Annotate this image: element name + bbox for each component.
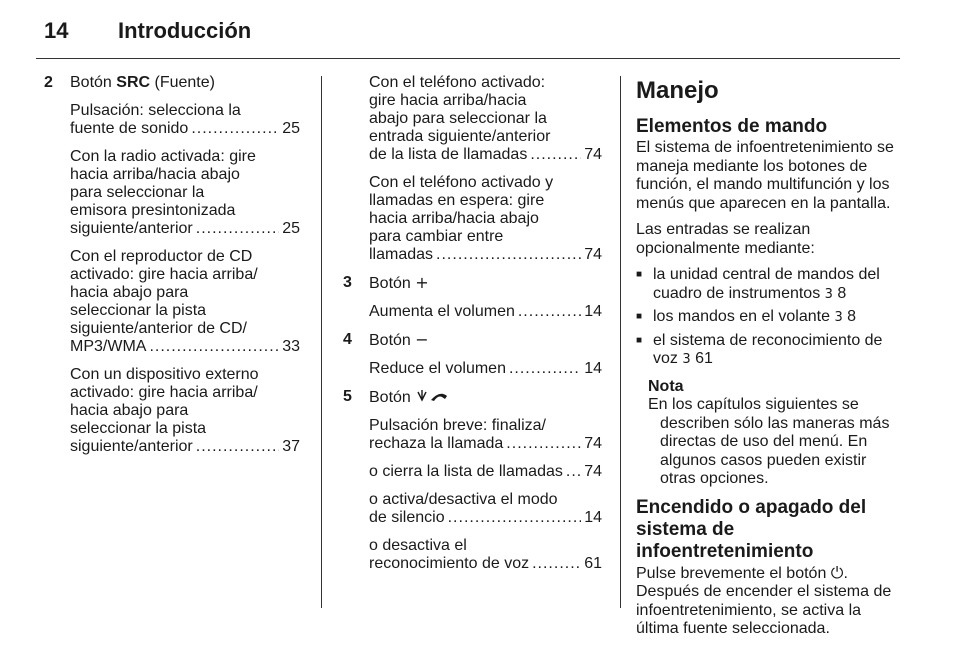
page-ref[interactable]: 14 <box>584 509 602 526</box>
column-2 <box>343 74 602 583</box>
item-title-prefix: Botón <box>70 74 117 91</box>
entry-last-line <box>369 435 602 453</box>
entry-last-line <box>369 246 602 264</box>
entry-text: Aumenta el volumen <box>369 303 515 320</box>
bullet-item <box>636 332 901 370</box>
leader-dots <box>196 438 279 456</box>
entry-line: llamadas en espera: gire <box>369 192 545 209</box>
page-ref[interactable]: 25 <box>282 120 300 137</box>
leader-dots <box>566 463 581 481</box>
entry-text: siguiente/anterior <box>70 220 193 237</box>
toc-entry[interactable] <box>369 537 602 573</box>
column-divider <box>620 76 621 608</box>
bullet-text: el sistema de reconocimiento de voz <box>653 331 883 367</box>
item-label: Botón <box>369 275 411 292</box>
toc-entry[interactable] <box>70 102 300 138</box>
note-box <box>636 378 901 489</box>
entry-line: entrada siguiente/anterior <box>369 128 551 145</box>
page-ref-icon: 3 <box>682 352 691 367</box>
subsection-heading: Encendido o apagado del sistema de infoentretenimiento <box>636 496 867 562</box>
item-title <box>70 74 300 92</box>
page-ref[interactable]: 8 <box>842 308 857 325</box>
page-title: Introducción <box>118 18 252 43</box>
page-ref-icon: 3 <box>824 286 833 302</box>
entry-text: reconocimiento de voz <box>369 555 530 572</box>
item-title-bold: SRC <box>116 74 151 91</box>
item-title <box>369 274 602 293</box>
page-ref[interactable]: 74 <box>584 435 602 452</box>
item-3 <box>343 274 602 321</box>
entry-line: o desactiva el <box>369 537 467 554</box>
page-ref[interactable]: 61 <box>690 350 713 367</box>
item-2 <box>44 74 300 456</box>
plus-icon: + <box>415 273 429 292</box>
item-2-continued <box>343 74 602 264</box>
page-number: 14 <box>44 18 69 43</box>
page-ref[interactable]: 33 <box>282 338 300 355</box>
leader-dots <box>191 120 279 138</box>
bullet-text: los mandos en el volante <box>653 308 835 325</box>
entry-text: llamadas <box>369 246 434 263</box>
note-body: En los capítulos siguientes se describen sólo las maneras más directas de uso del menú. En algunos casos pueden existir otras opciones. <box>648 396 890 487</box>
entry-line: seleccionar la pista <box>70 302 207 319</box>
toc-entry[interactable] <box>70 148 300 238</box>
entry-last-line <box>369 509 602 527</box>
entry-last-line <box>70 438 300 456</box>
entry-line: Pulsación breve: finaliza/ <box>369 417 546 434</box>
entry-line: seleccionar la pista <box>70 420 207 437</box>
entry-line: Con el teléfono activado: <box>369 74 546 91</box>
leader-dots <box>518 303 581 321</box>
item-title <box>369 331 602 350</box>
entry-line: emisora presintonizada <box>70 202 236 219</box>
item-5 <box>343 388 602 573</box>
paragraph: Las entradas se realizan opcionalmente mediante: <box>636 221 815 257</box>
paragraph <box>636 564 901 639</box>
entry-text: Reduce el volumen <box>369 360 506 377</box>
item-2-entries <box>70 102 300 456</box>
entry-text: de silencio <box>369 509 445 526</box>
item-title-suffix: (Fuente) <box>150 74 215 91</box>
leader-dots <box>506 435 581 453</box>
page-ref-icon: 3 <box>834 310 843 325</box>
entry-line: Con un dispositivo externo <box>70 366 259 383</box>
leader-dots <box>149 338 279 356</box>
toc-entry[interactable] <box>369 463 602 481</box>
bullet-item <box>636 308 901 328</box>
leader-dots <box>196 220 279 238</box>
subsection-heading: Elementos de mando <box>636 116 828 137</box>
power-icon: ⏻ <box>830 562 844 582</box>
toc-entry[interactable] <box>369 174 602 264</box>
page-header <box>0 0 960 58</box>
entry-line: para cambiar entre <box>369 228 504 245</box>
item-4 <box>343 331 602 378</box>
minus-icon: − <box>415 330 429 349</box>
leader-dots <box>448 509 582 527</box>
entry-text: siguiente/anterior <box>70 438 193 455</box>
toc-entry[interactable] <box>70 248 300 356</box>
item-number: 3 <box>343 274 352 291</box>
column-1 <box>44 74 300 466</box>
bullet-text: la unidad central de mandos del cuadro de instrumentos <box>653 266 880 302</box>
entry-line: abajo para seleccionar la <box>369 110 547 127</box>
page-ref[interactable]: 74 <box>584 146 602 163</box>
page-ref[interactable]: 74 <box>584 246 602 263</box>
entry-line: Pulsación: selecciona la <box>70 102 241 119</box>
toc-entry[interactable] <box>70 366 300 456</box>
item-label: Botón <box>369 389 411 406</box>
item-number: 4 <box>343 331 352 348</box>
page-ref[interactable]: 37 <box>282 438 300 455</box>
page-ref[interactable]: 14 <box>584 303 602 320</box>
leader-dots <box>436 246 581 264</box>
entry-line: siguiente/anterior de CD/ <box>70 320 247 337</box>
toc-entry[interactable] <box>369 491 602 527</box>
bullet-list <box>636 266 901 370</box>
entry-line: hacia arriba/hacia abajo <box>70 166 240 183</box>
entry-line: o activa/desactiva el modo <box>369 491 558 508</box>
toc-entry[interactable] <box>369 74 602 164</box>
toc-entry[interactable] <box>369 303 602 321</box>
header-rule <box>36 58 900 59</box>
entry-line: para seleccionar la <box>70 184 205 201</box>
entry-line: hacia abajo para <box>70 402 189 419</box>
entry-line: gire hacia arriba/hacia <box>369 92 527 109</box>
note-title: Nota <box>648 377 684 395</box>
paragraph-text: Pulse brevemente el botón <box>636 564 831 582</box>
leader-dots <box>530 146 581 164</box>
entry-last-line <box>70 120 300 138</box>
item-5-entries <box>369 417 602 573</box>
entry-last-line <box>369 463 602 481</box>
leader-dots <box>532 555 581 573</box>
entry-line: Con el reproductor de CD <box>70 248 253 265</box>
entry-text: o cierra la lista de llamadas <box>369 463 563 480</box>
entry-last-line <box>70 338 300 356</box>
leader-dots <box>509 360 581 378</box>
item-number: 2 <box>44 74 53 91</box>
entry-last-line <box>369 555 602 573</box>
entry-text: fuente de sonido <box>70 120 189 137</box>
toc-entry[interactable] <box>369 360 602 378</box>
toc-entry[interactable] <box>369 417 602 453</box>
voice-phone-icon <box>415 387 449 406</box>
entry-line: Con el teléfono activado y <box>369 174 554 191</box>
note-text <box>648 396 901 489</box>
entry-last-line <box>369 146 602 164</box>
entry-line: activado: gire hacia arriba/ <box>70 384 258 401</box>
entry-line: hacia abajo para <box>70 284 189 301</box>
column-divider <box>321 76 322 608</box>
entry-text: MP3/WMA <box>70 338 147 355</box>
section-heading: Manejo <box>636 77 719 104</box>
entry-line: Con la radio activada: gire <box>70 148 256 165</box>
page-ref[interactable]: 25 <box>282 220 300 237</box>
entry-line: hacia arriba/hacia abajo <box>369 210 539 227</box>
entry-line: activado: gire hacia arriba/ <box>70 266 258 283</box>
page-ref[interactable]: 61 <box>584 555 602 572</box>
column-3 <box>636 74 901 647</box>
item-label: Botón <box>369 332 411 349</box>
page-ref[interactable]: 14 <box>584 360 602 377</box>
bullet-item <box>636 266 901 304</box>
page-ref[interactable]: 8 <box>832 284 847 302</box>
page-ref[interactable]: 74 <box>584 463 602 480</box>
item-title <box>369 388 602 407</box>
item-number: 5 <box>343 388 352 405</box>
entry-text: de la lista de llamadas <box>369 146 528 163</box>
entry-last-line <box>70 220 300 238</box>
entry-text: rechaza la llamada <box>369 435 504 452</box>
paragraph: El sistema de infoentretenimiento se maneja mediante los botones de función, el mando multifunción y los menús que aparecen en la pantalla. <box>636 139 894 212</box>
paragraph-text: . Después de encender el sistema de infoentretenimiento, se activa la última fuente seleccionada. <box>636 564 892 637</box>
